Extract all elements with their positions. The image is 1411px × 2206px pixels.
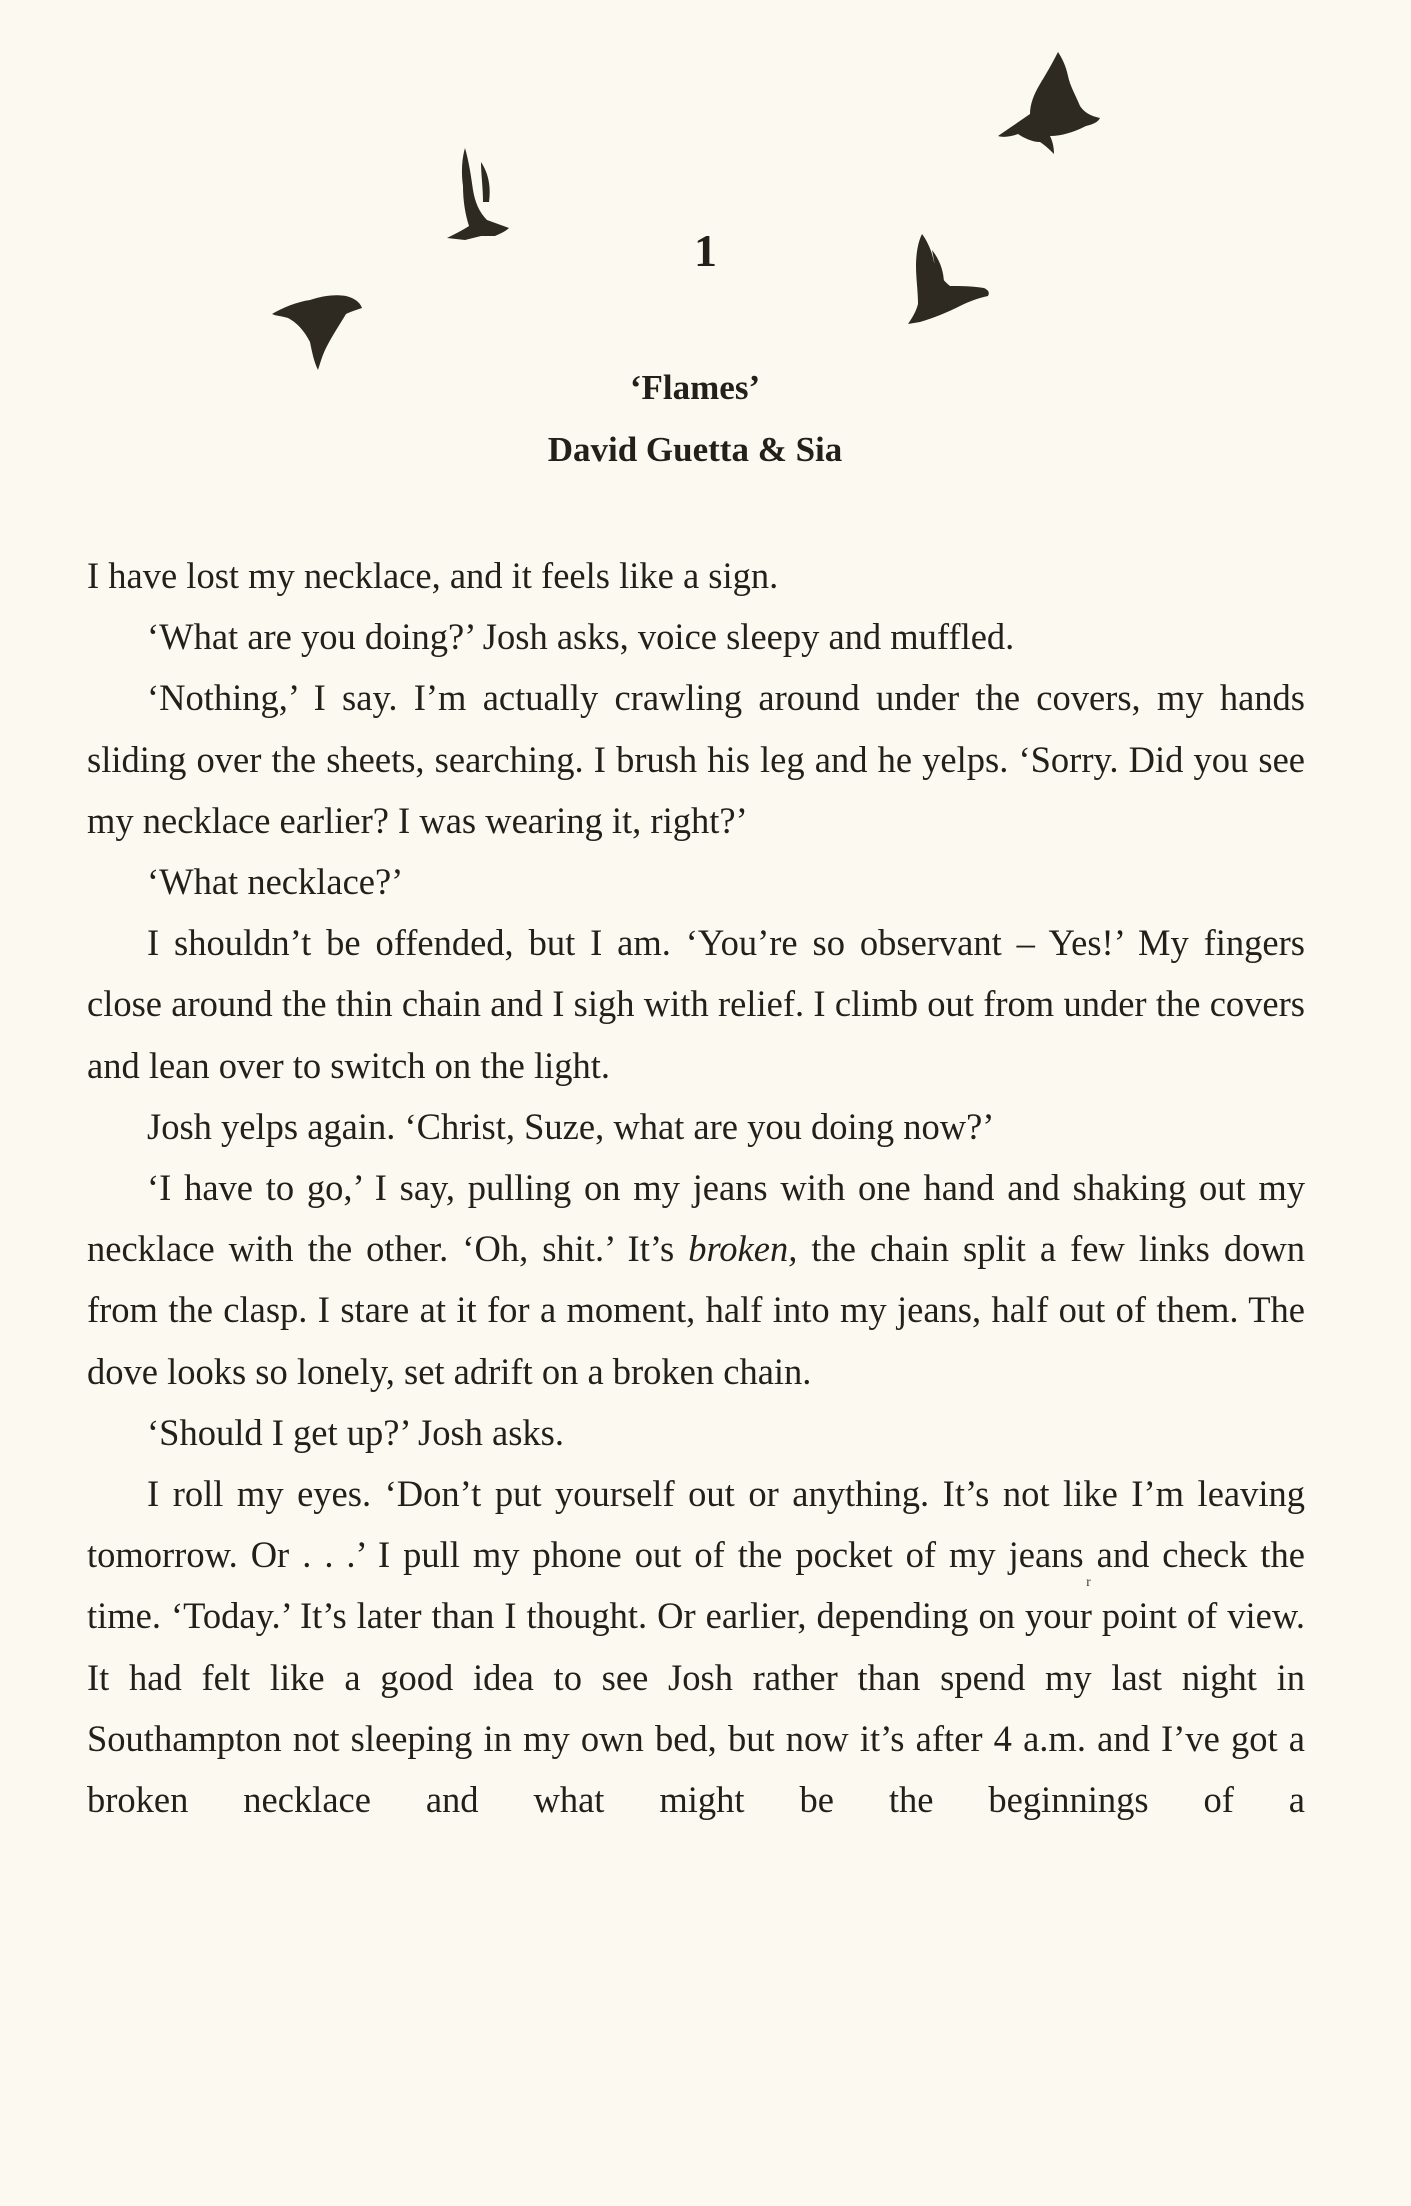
paragraph: ‘What are you doing?’ Josh asks, voice sleepy and muffled.: [147, 616, 1015, 658]
crow-silhouette-icon: [270, 292, 365, 372]
paragraph-text: the chain split a few links down from the clasp. I stare at it for a moment, half into my jeans, half out of them. The dove looks so lonely, set adrift on a broken chain.: [87, 1228, 1305, 1392]
crow-silhouette-icon: [990, 50, 1100, 155]
song-title: ‘Flames’: [629, 368, 761, 407]
paragraph: [87, 1157, 1305, 1402]
paragraph: Josh yelps again. ‘Christ, Suze, what are you doing now?’: [147, 1105, 995, 1147]
print-speck: ʳ: [1086, 1572, 1091, 1597]
chapter-body: [87, 545, 1305, 1830]
paragraph: I roll my eyes. ‘Don’t put yourself out or anything. It’s not like I’m leaving tomorrow. Or . . .’ I pull my phone out of the pocket of my jeans and check the time. ‘Today.’ It’s later than I thought. Or earlier, depending on your point of view. It had felt like a good idea to see Josh rather than spend my last night in Southampton not sleeping in my own bed, but now it’s after 4 a.m. and I’ve got a broken necklace and what might be the beginnings of a: [87, 1473, 1305, 1821]
paragraph: ‘What necklace?’: [147, 861, 404, 903]
paragraph: I shouldn’t be offended, but I am. ‘You’re so observant – Yes!’ My fingers close around the thin chain and I sigh with relief. I climb out from under the covers and lean over to switch on the light.: [87, 922, 1305, 1086]
chapter-ornament: [0, 0, 1411, 420]
song-artist: David Guetta & Sia: [547, 430, 843, 469]
chapter-number: 1: [694, 225, 717, 276]
emphasis-text: broken,: [688, 1228, 798, 1270]
paragraph: I have lost my necklace, and it feels like a sign.: [87, 555, 779, 596]
paragraph-text: ‘I have to go,’ I say, pulling on my jeans with one hand and shaking out my necklace with the other. ‘Oh, shit.’ It’s: [87, 1167, 1305, 1270]
paragraph: ‘Nothing,’ I say. I’m actually crawling around under the covers, my hands sliding over the sheets, searching. I brush his leg and he yelps. ‘Sorry. Did you see my necklace earlier? I was wearing it, right?’: [87, 677, 1305, 841]
paragraph: ‘Should I get up?’ Josh asks.: [147, 1411, 565, 1453]
